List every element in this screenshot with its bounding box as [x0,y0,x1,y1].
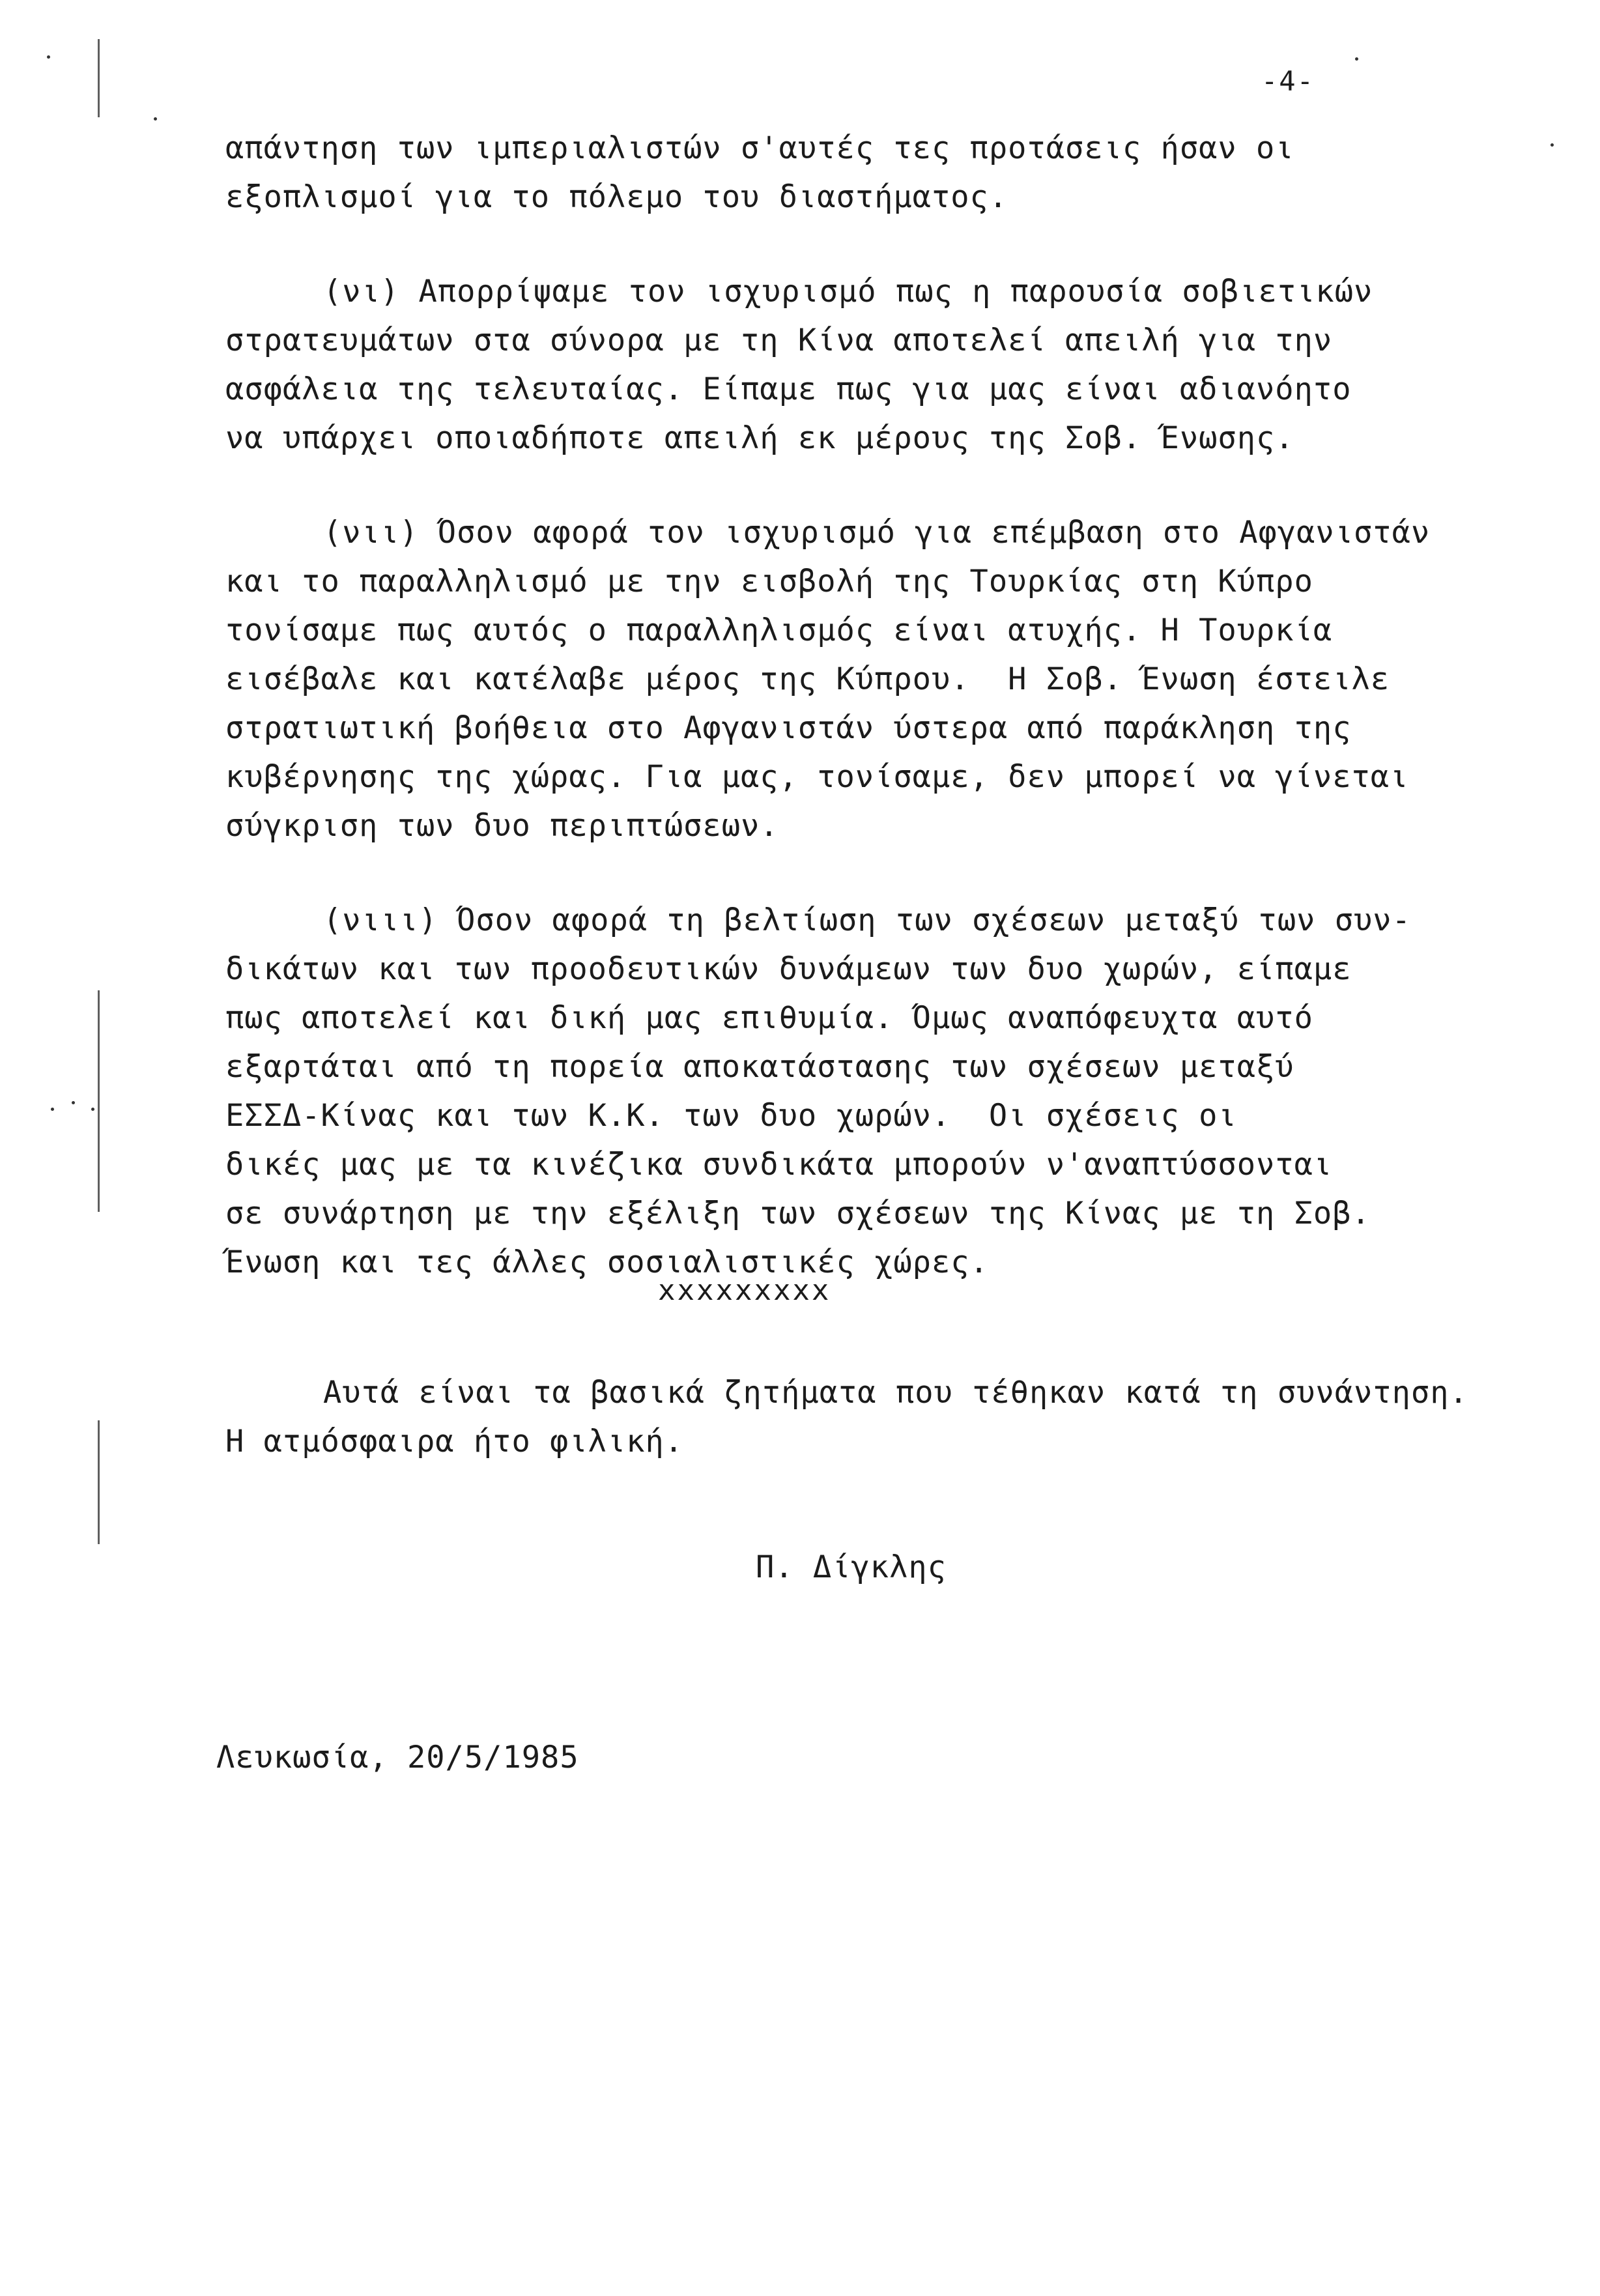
scan-speck [1550,143,1554,147]
margin-rule [98,39,100,117]
text-line: ΕΣΣΔ-Κίνας και των Κ.Κ. των δυο χωρών. Οι σχέσεις οι [225,1098,1237,1134]
text-line: Αυτά είναι τα βασικά ζητήματα που τέθηκαν κατά τη συνάντηση. [323,1375,1468,1411]
text-line: να υπάρχει οποιαδήποτε απειλή εκ μέρους της Σοβ. Ένωσης. [225,420,1294,456]
margin-rule [98,990,100,1212]
text-line: Η ατμόσφαιρα ήτο φιλική. [225,1424,684,1459]
document-body [225,124,1528,1287]
text-line: σε συνάρτηση με την εξέλιξη των σχέσεων της Κίνας με τη Σοβ. [225,1196,1371,1231]
text-line: δικάτων και των προοδευτικών δυνάμεων των δυο χωρών, είπαμε [225,951,1352,987]
scan-speck [1355,57,1358,61]
signature: Π. Δίγκλης [756,1549,947,1585]
text-line: δικές μας με τα κινέζικα συνδικάτα μπορούν ν'αναπτύσσονται [225,1147,1333,1183]
paragraph [225,267,1528,463]
text-line: σύγκριση των δυο περιπτώσεων. [225,808,779,844]
paragraph [225,124,1528,222]
text-line: (νιιι) Όσον αφορά τη βελτίωση των σχέσεων μεταξύ των συν- [323,902,1411,938]
text-line: (νιι) Όσον αφορά τον ισχυρισμό για επέμβαση στο Αφγανιστάν [323,515,1431,551]
text-line: Ένωση και τες άλλες σοσιαλιστικές χώρες. [225,1244,989,1280]
scan-speck [72,1101,75,1104]
scan-speck [47,55,50,59]
paragraph [225,896,1528,1287]
text-line: εισέβαλε και κατέλαβε μέρος της Κύπρου. Η Σοβ. Ένωση έστειλε [225,661,1390,697]
text-line: στρατευμάτων στα σύνορα με τη Κίνα αποτελεί απειλή για την [225,323,1333,358]
text-line: τονίσαμε πως αυτός ο παραλληλισμός είναι ατυχής. Η Τουρκία [225,612,1333,648]
text-line: κυβέρνησης της χώρας. Για μας, τονίσαμε, δεν μπορεί να γίνεται [225,759,1409,795]
closing-paragraph [225,1368,1528,1466]
scan-speck [51,1108,54,1111]
scan-speck [91,1108,94,1111]
margin-rule [98,1420,100,1544]
text-line: ασφάλεια της τελευταίας. Είπαμε πως για μας είναι αδιανόητο [225,371,1352,407]
text-line: πως αποτελεί και δική μας επιθυμία. Όμως αναπόφευχτα αυτό [225,1000,1313,1036]
text-line: εξαρτάται από τη πορεία αποκατάστασης των σχέσεων μεταξύ [225,1049,1294,1085]
page-number: -4- [1261,65,1315,97]
text-line: και το παραλληλισμό με την εισβολή της Τουρκίας στη Κύπρο [225,564,1313,599]
section-separator: xxxxxxxxx [658,1274,831,1307]
paragraph [225,508,1528,850]
text-line: εξοπλισμοί για το πόλεμο του διαστήματος. [225,179,1008,215]
place-date: Λευκωσία, 20/5/1985 [216,1740,579,1775]
text-line: απάντηση των ιμπεριαλιστών σ'αυτές τες προτάσεις ήσαν οι [225,130,1294,166]
scan-speck [154,117,157,121]
text-line: (νι) Απορρίψαμε τον ισχυρισμό πως η παρουσία σοβιετικών [323,274,1373,309]
text-line: στρατιωτική βοήθεια στο Αφγανιστάν ύστερα από παράκληση της [225,710,1352,746]
